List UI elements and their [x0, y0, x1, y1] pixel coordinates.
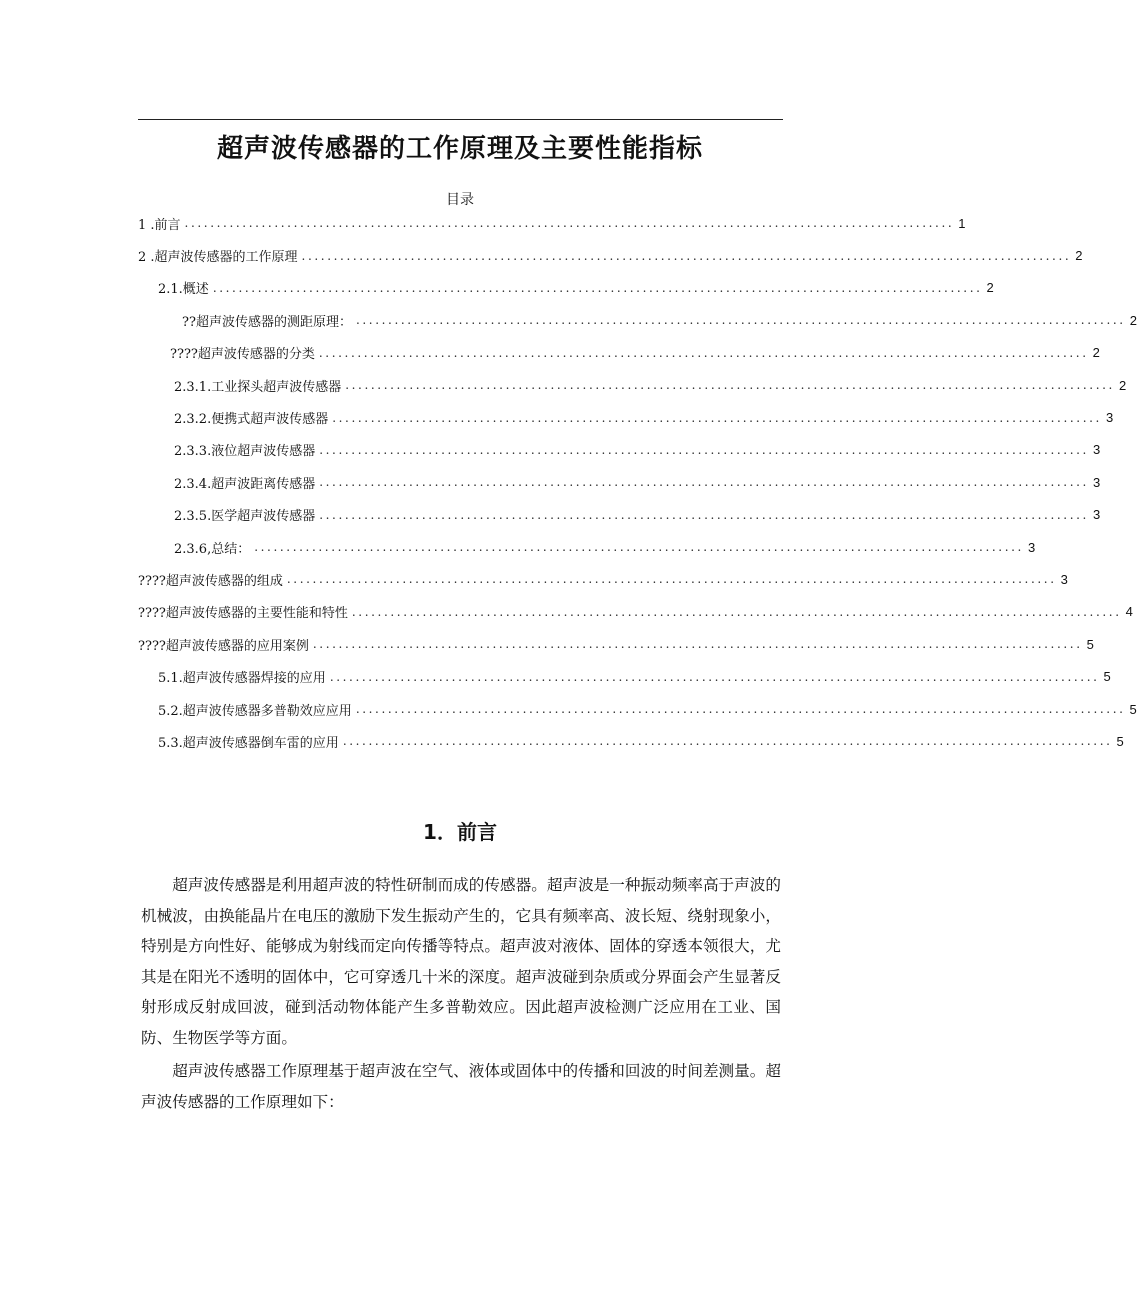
- toc-entry-label: ????超声波传感器的应用案例: [138, 635, 313, 654]
- toc-entry-page: 3: [1027, 539, 1036, 555]
- toc-entry[interactable]: [138, 466, 1101, 498]
- toc-entry-page: 3: [1092, 442, 1101, 458]
- toc-entry-label: ??超声波传感器的测距原理：: [182, 311, 356, 330]
- toc-entry[interactable]: [138, 207, 966, 239]
- toc-dot-leader: ........................................................................................................................: [286, 572, 1057, 587]
- toc-entry[interactable]: [138, 531, 1036, 563]
- toc-dot-leader: ........................................................................................................................: [212, 280, 983, 295]
- body-paragraph: 超声波传感器工作原理基于超声波在空气、液体或固体中的传播和回波的时间差测量。超声波传感器的工作原理如下：: [141, 1062, 781, 1111]
- toc-entry-page: 2: [1129, 312, 1137, 328]
- toc-dot-leader: ........................................................................................................................: [342, 734, 1113, 749]
- toc-entry[interactable]: [138, 337, 1100, 369]
- toc-dot-leader: ........................................................................................................................: [355, 313, 1126, 328]
- toc-dot-leader: ........................................................................................................................: [312, 637, 1083, 652]
- toc-entry-page: 3: [1060, 571, 1068, 587]
- toc-entry-label: 5.1.超声波传感器焊接的应用: [158, 667, 330, 686]
- toc-entry-page: 5: [1103, 669, 1111, 685]
- toc-entry[interactable]: [138, 693, 1137, 725]
- toc-dot-leader: ........................................................................................................................: [319, 442, 1089, 457]
- toc-entry-label: 5.3.超声波传感器倒车雷的应用: [158, 732, 343, 751]
- toc-entry-label: ????超声波传感器的分类: [170, 343, 319, 362]
- section-body: [141, 870, 781, 1120]
- toc-dot-leader: ........................................................................................................................: [319, 507, 1089, 522]
- toc-entry-page: 2: [1092, 345, 1100, 361]
- toc-entry-label: 2.3.4.超声波距离传感器: [174, 473, 319, 492]
- toc-entry-page: 3: [1092, 474, 1101, 490]
- toc-entry-page: 4: [1125, 604, 1133, 620]
- toc-entry-page: 1: [958, 215, 966, 231]
- toc-dot-leader: ........................................................................................................................: [319, 475, 1089, 490]
- toc-entry[interactable]: [138, 304, 1137, 336]
- toc-entry[interactable]: [138, 499, 1101, 531]
- toc-entry-label: 1 .前言: [138, 214, 185, 233]
- toc-entry-label: 5.2.超声波传感器多普勒效应应用: [158, 700, 356, 719]
- toc-entry-page: 2: [1075, 248, 1083, 264]
- toc-dot-leader: ........................................................................................................................: [254, 540, 1024, 555]
- toc-dot-leader: ........................................................................................................................: [301, 248, 1072, 263]
- toc-entry-label: 2.3.6,总结：: [174, 538, 254, 557]
- toc-entry[interactable]: [138, 596, 1133, 628]
- section-title-preface: 1．前言: [423, 820, 497, 844]
- toc-dot-leader: ........................................................................................................................: [355, 702, 1126, 717]
- toc-entry[interactable]: [138, 401, 1114, 433]
- toc-entry-label: 2.1.概述: [158, 278, 213, 297]
- toc-entry-label: 2.3.2.便携式超声波传感器: [174, 408, 332, 427]
- toc-entry-page: 3: [1105, 410, 1114, 426]
- toc-dot-leader: ........................................................................................................................: [345, 378, 1115, 393]
- toc-entry-page: 3: [1092, 507, 1101, 523]
- toc-entry[interactable]: [138, 725, 1124, 757]
- toc-dot-leader: ........................................................................................................................: [318, 345, 1089, 360]
- toc-entry[interactable]: [138, 369, 1127, 401]
- toc-heading: 目录: [446, 192, 474, 208]
- toc-entry-page: 5: [1116, 733, 1124, 749]
- toc-entry[interactable]: [138, 272, 994, 304]
- toc-entry[interactable]: [138, 660, 1111, 692]
- toc-dot-leader: ........................................................................................................................: [332, 410, 1102, 425]
- toc-entry[interactable]: [138, 239, 1083, 271]
- toc-entry-label: 2 .超声波传感器的工作原理: [138, 246, 302, 265]
- toc-entry-label: 2.3.1.工业探头超声波传感器: [174, 376, 345, 395]
- toc-entry-page: 5: [1129, 701, 1137, 717]
- toc-entry-page: 2: [986, 280, 994, 296]
- header-rule: [138, 119, 783, 120]
- document-title: 超声波传感器的工作原理及主要性能指标: [216, 134, 703, 164]
- toc-dot-leader: ........................................................................................................................: [329, 669, 1100, 684]
- toc-entry-label: 2.3.3.液位超声波传感器: [174, 440, 319, 459]
- toc-entry-page: 5: [1086, 636, 1094, 652]
- toc-dot-leader: ........................................................................................................................: [351, 604, 1122, 619]
- toc-entry-label: ????超声波传感器的组成: [138, 570, 287, 589]
- toc-entry[interactable]: [138, 563, 1068, 595]
- toc-entry-page: 2: [1118, 377, 1127, 393]
- toc-entry[interactable]: [138, 628, 1094, 660]
- toc-dot-leader: ........................................................................................................................: [184, 216, 955, 231]
- table-of-contents: [138, 207, 1137, 758]
- toc-entry-label: 2.3.5.医学超声波传感器: [174, 505, 319, 524]
- toc-entry-label: ????超声波传感器的主要性能和特性: [138, 602, 352, 621]
- toc-entry[interactable]: [138, 434, 1101, 466]
- body-paragraph: 超声波传感器是利用超声波的特性研制而成的传感器。超声波是一种振动频率高于声波的机械波，由换能晶片在电压的激励下发生振动产生的，它具有频率高、波长短、绕射现象小，特别是方向性好、能够成为射线而定向传播等特点。超声波对液体、固体的穿透本领很大，尤其是在阳光不透明的固体中，它可穿透几十米的深度。超声波碰到杂质或分界面会产生显著反射形成反射成回波，碰到活动物体能产生多普勒效应。因此超声波检测广泛应用在工业、国防、生物医学等方面。: [141, 876, 781, 1047]
